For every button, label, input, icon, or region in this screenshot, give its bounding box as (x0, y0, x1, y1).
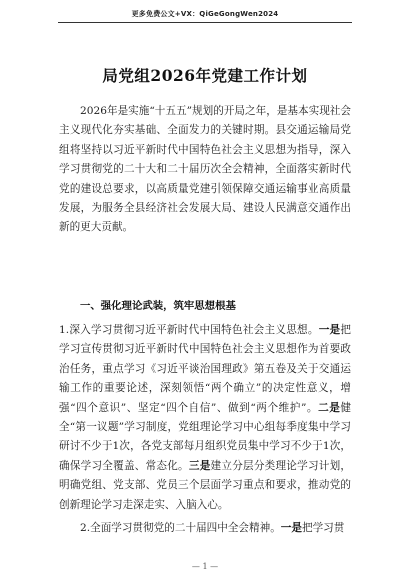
item-1-lead: 1.深入学习贯彻习近平新时代中国特色社会主义思想。 (59, 324, 319, 336)
item-1-text-1: 把学习宣传贯彻习近平新时代中国特色社会主义思想作为首要政治任务，重点学习《习近平谈治国理政》第五卷及关于交通运输工作的重要论述，深刻领悟“两个确立”的决定性意义，增强“四个意识”、坚定“四个自信”、做到“两个维护”。 (59, 324, 351, 414)
item-1-marker-3: 三是 (188, 459, 211, 472)
header-divider (58, 22, 352, 23)
item-1-marker-2: 二是 (318, 401, 341, 414)
header-banner: 更多免费公文+VX：QiGeGongWen2024 (131, 10, 279, 18)
item-1-text-2: 健全“第一议题”学习制度，党组理论学习中心组每季度集中学习研讨不少于1次，各党支部每月组织党员集中学习不少于1次，确保学习全覆盖、常态化。 (59, 401, 352, 472)
intro-paragraph: 2026年是实施“十五五”规划的开局之年，是基本实现社会主义现代化夯实基础、全面发力的关键时期。县交通运输局党组将坚持以习近平新时代中国特色社会主义思想为指导，深入学习贯彻党的二十大和二十届历次全会精神，全面落实新时代党的建设总要求，以高质量党建引领保障交通运输事业高质量发展，为服务全县经济社会发展大局、建设人民满意交通作出新的更大贡献。 (59, 105, 351, 234)
page-number: — 1 — (191, 562, 219, 571)
document-title: 局党组2026年党建工作计划 (102, 66, 308, 85)
item-2-lead: 2.全面学习贯彻党的二十届四中全会精神。 (80, 522, 281, 534)
item-1-marker-1: 一是 (318, 324, 341, 336)
item-1-text-3: 建立分层分类理论学习计划，明确党组、党支部、党员三个层面学习重点和要求，推动党的创新理论学习走深走实、入脑入心。 (59, 459, 352, 511)
item-2-text-1: 把学习贯 (301, 522, 345, 534)
item-2-paragraph (59, 519, 351, 538)
item-1-paragraph (59, 321, 351, 515)
item-2-marker-1: 一是 (280, 522, 302, 534)
section-heading-1: 一、强化理论武装，筑牢思想根基 (80, 300, 236, 312)
